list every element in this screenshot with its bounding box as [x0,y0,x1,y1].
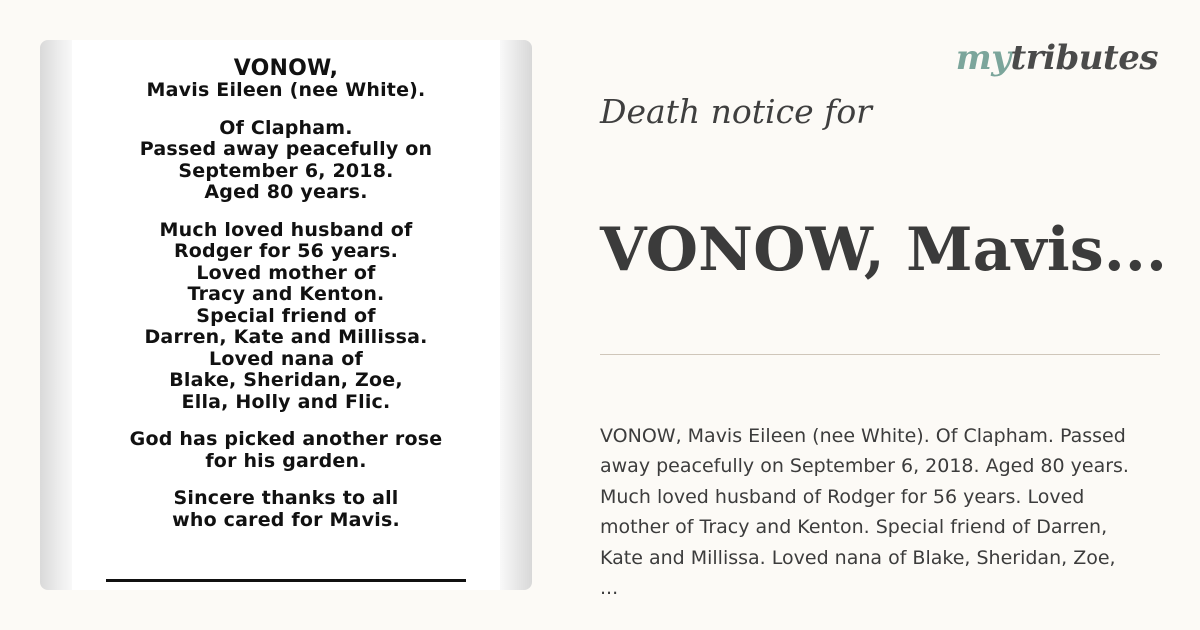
death-notice-subtitle: Death notice for [600,92,872,131]
notice-line: September 6, 2018. [178,159,394,182]
notice-text [72,58,500,547]
notice-line: Tracy and Kenton. [187,283,385,305]
notice-block-4 [72,488,500,531]
notice-bottom-rule [106,579,466,582]
notice-title: VONOW, [233,56,339,81]
notice-line: for his garden. [205,449,367,472]
notice-line: Blake, Sheridan, Zoe, [169,369,403,391]
brand-tributes: tributes [1010,38,1158,78]
notice-block-3 [72,429,500,472]
notice-excerpt-text: VONOW, Mavis Eileen (nee White). Of Clapham. Passed away peacefully on September 6, 2018. Aged 80 years. Much loved husband of Rodger for 56 years. Loved mother of Tracy and Kenton. Special friend of Darren, Kate and Millissa. Loved nana of Blake, Sheridan, Zoe, [600,424,1129,569]
notice-header-block [72,58,500,102]
notice-line: Rodger for 56 years. [173,240,399,262]
notice-excerpt [600,390,1160,630]
notice-line: Loved nana of [209,347,363,370]
notice-line: Aged 80 years. [204,181,368,203]
content-divider [600,354,1160,355]
notice-block-2 [72,220,500,414]
notice-line: Special friend of [196,304,376,327]
notice-line: God has picked another rose [129,428,443,450]
notice-line: Sincere thanks to all [173,487,399,509]
notice-name-line: Mavis Eileen (nee White). [146,79,426,101]
notice-line: Passed away peacefully on [139,138,433,160]
newspaper-notice [72,40,500,590]
notice-line: who cared for Mavis. [172,508,400,531]
excerpt-ellipsis: ... [600,577,619,599]
notice-line: Loved mother of [196,261,376,284]
notice-line: Darren, Kate and Millissa. [144,326,428,348]
deceased-name-heading: VONOW, Mavis... [600,215,1168,285]
brand-my: my [955,38,1011,78]
notice-line: Much loved husband of [159,218,413,241]
notice-block-1 [72,118,500,204]
mytributes-logo[interactable] [956,38,1158,78]
notice-image-card [40,40,532,590]
notice-line: Ella, Holly and Flic. [181,390,391,413]
notice-line: Of Clapham. [219,116,353,139]
